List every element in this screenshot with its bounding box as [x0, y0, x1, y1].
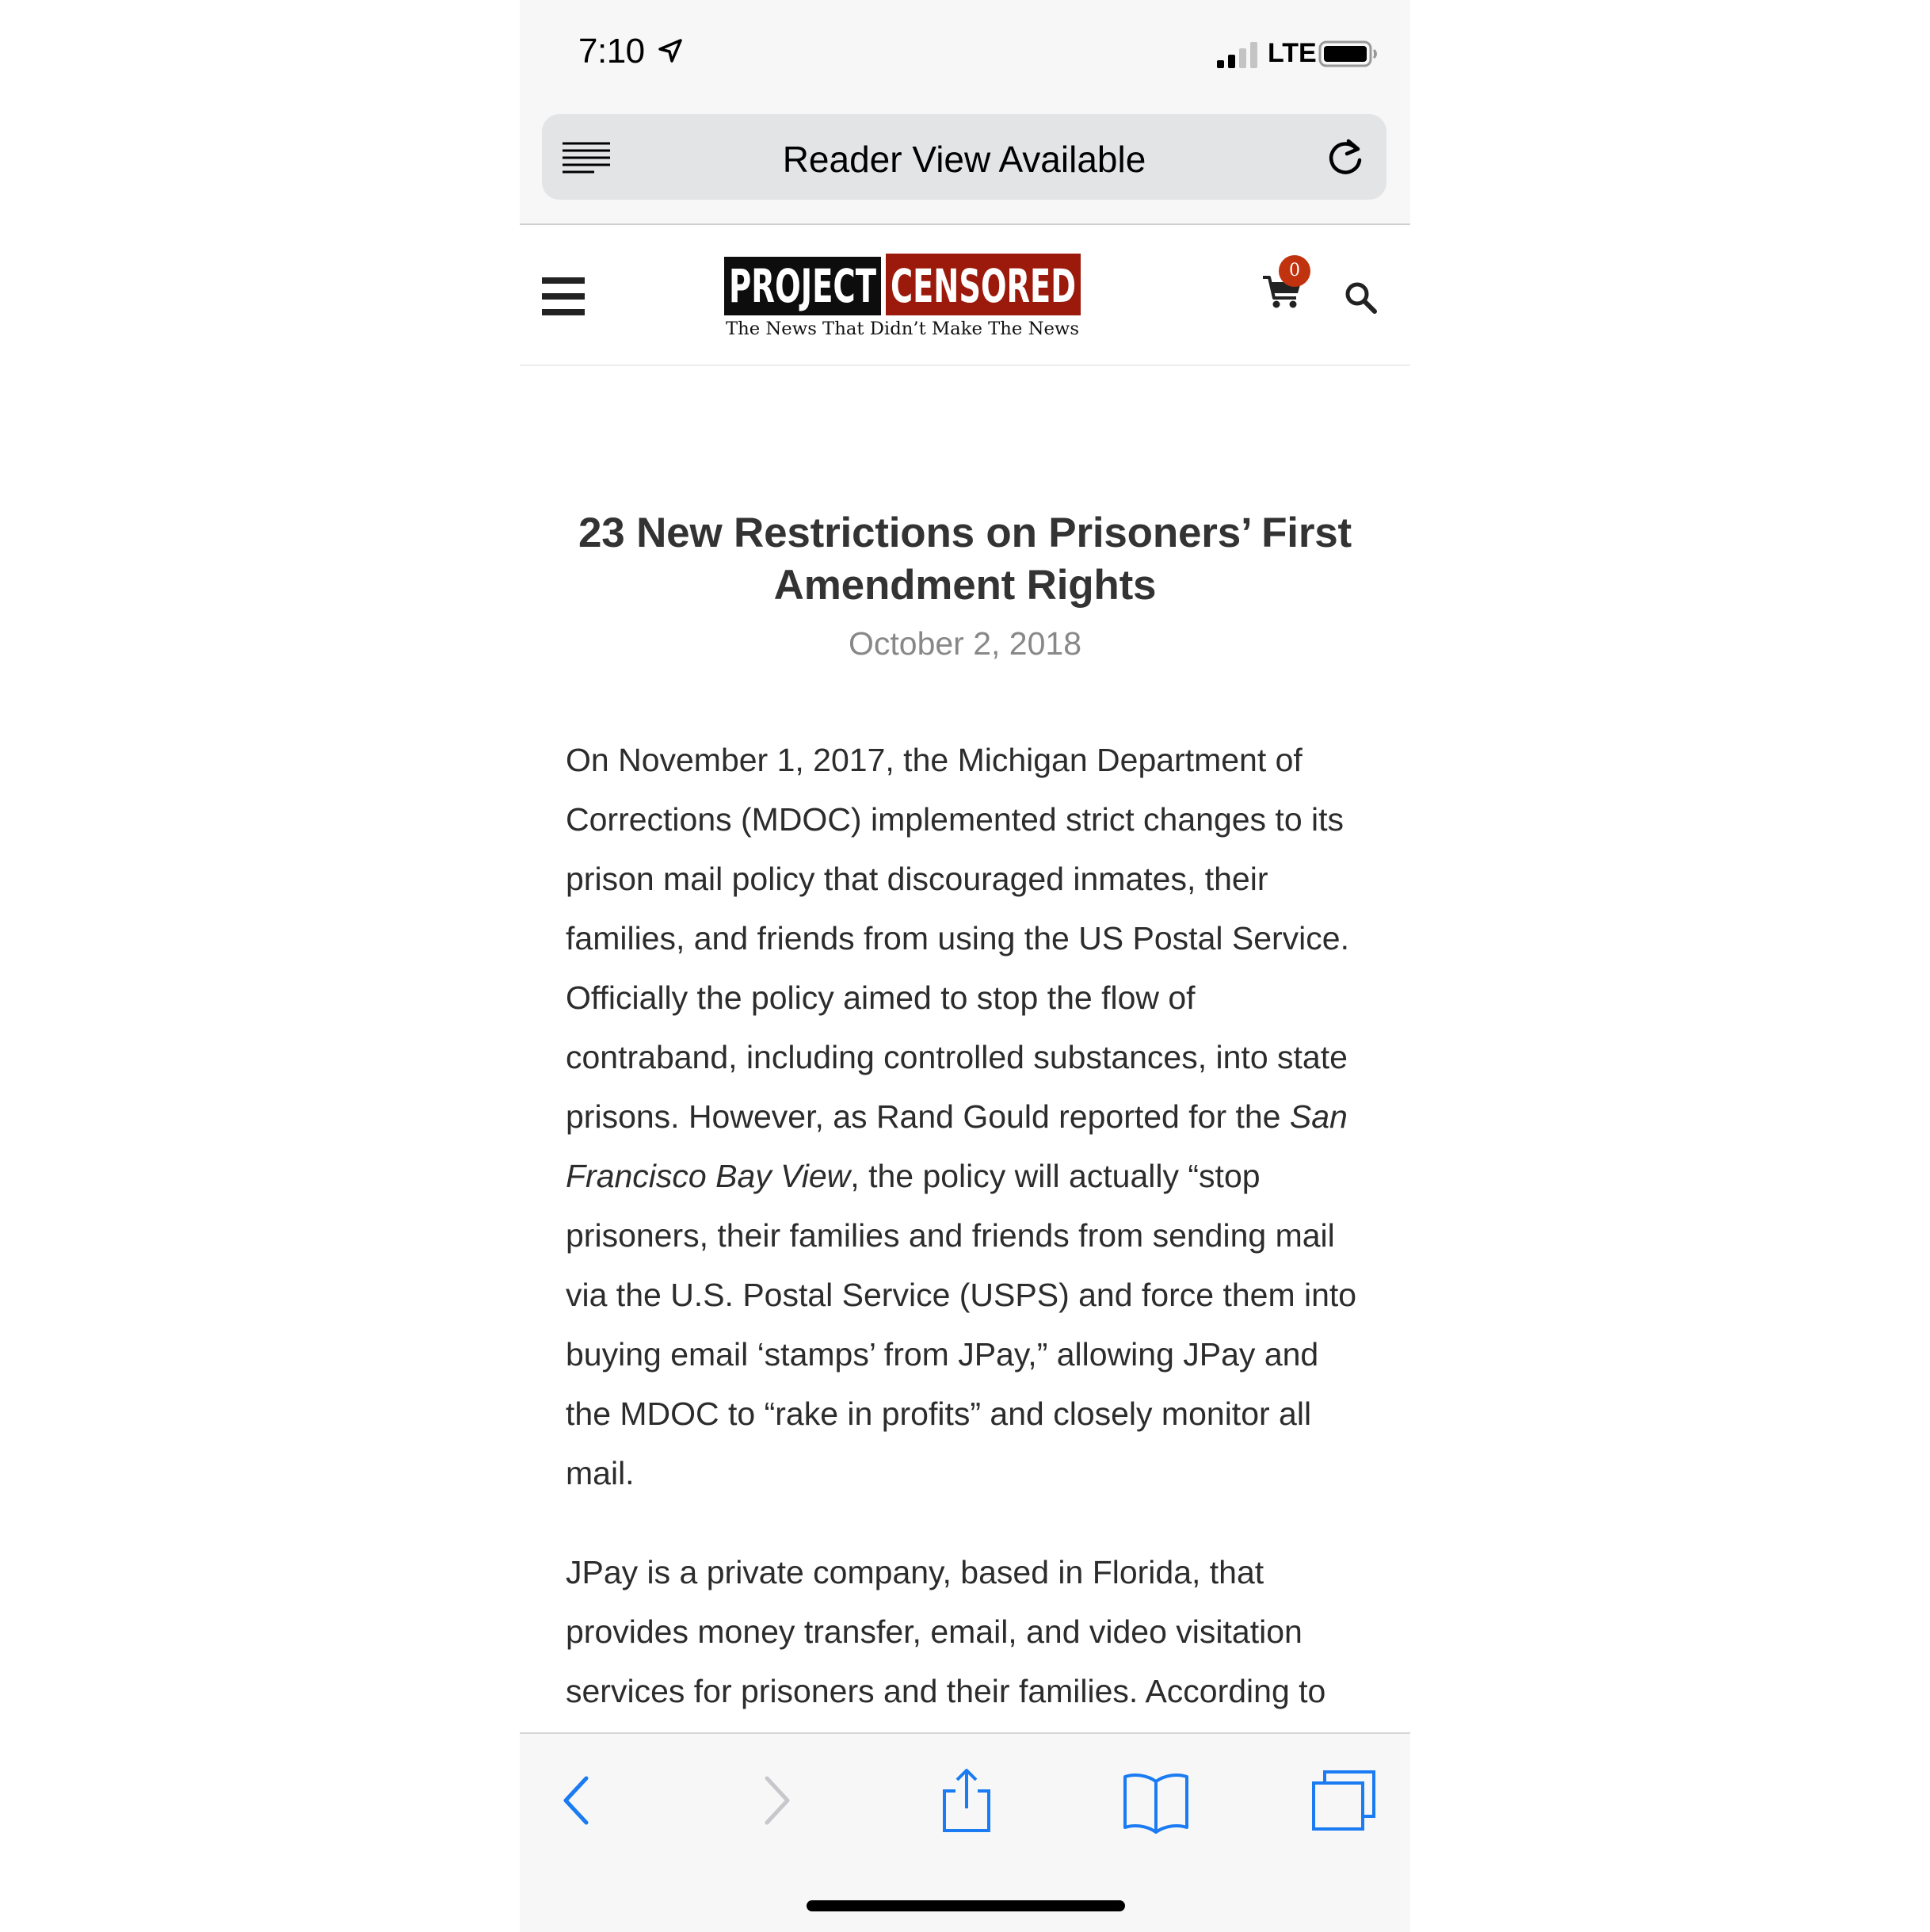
browser-bottom-toolbar — [520, 1732, 1410, 1932]
browser-top-bar — [520, 111, 1410, 225]
source-publication: San Francisco Bay View — [566, 1098, 1348, 1194]
article-title: 23 New Restrictions on Prisoners’ First Amendment Rights — [578, 510, 1352, 609]
hamburger-menu-icon[interactable] — [542, 277, 585, 317]
network-type: LTE — [1268, 38, 1317, 68]
address-bar-text[interactable]: Reader View Available — [782, 139, 1146, 180]
article — [566, 507, 1364, 1721]
paragraph-text: , the policy will actually “stop prisoners, their families and friends from sending mail via the U.S. Postal Service (USPS) and force them into buying email ‘stamps’ from JPay,” allowing JPay and the MDOC to “rake in profits” and closely monitor all mail. — [566, 1158, 1357, 1491]
reload-icon[interactable] — [1325, 136, 1366, 178]
site-tagline: The News That Didn’t Make The News — [726, 319, 1079, 339]
battery-icon — [1318, 40, 1379, 68]
site-header — [520, 225, 1410, 366]
logo-text-project: PROJECT — [729, 259, 877, 313]
location-arrow-icon — [658, 38, 683, 63]
phone-screen — [520, 0, 1410, 1930]
cart-count-badge[interactable]: 0 — [1279, 255, 1310, 287]
tabs-icon[interactable] — [1307, 1769, 1379, 1832]
paragraph-text: On November 1, 2017, the Michigan Department of Corrections (MDOC) implemented strict changes to its prison mail policy that discouraged inmates, their families, and friends from using the US Postal Service. Officially the policy aimed to stop the flow of contraband, including controlled substances, into state prisons. However, as Rand Gould reported for the — [566, 742, 1349, 1135]
site-logo[interactable] — [724, 254, 1081, 341]
share-icon[interactable] — [935, 1769, 998, 1832]
status-time: 7:10 — [578, 32, 645, 71]
status-bar — [520, 0, 1410, 111]
back-icon[interactable] — [558, 1769, 597, 1832]
logo-text-censored: CENSORED — [891, 259, 1076, 313]
bookmarks-icon[interactable] — [1120, 1769, 1192, 1832]
article-paragraph — [566, 731, 1364, 1503]
home-indicator[interactable] — [807, 1900, 1125, 1911]
address-bar[interactable] — [542, 114, 1386, 200]
signal-icon — [1217, 41, 1260, 68]
article-date: October 2, 2018 — [848, 625, 1082, 662]
article-paragraph: JPay is a private company, based in Florida, that provides money transfer, email, and video visitation services for prisoners and their families. According to — [566, 1554, 1326, 1709]
forward-icon[interactable] — [756, 1769, 795, 1832]
search-icon[interactable] — [1344, 281, 1377, 314]
